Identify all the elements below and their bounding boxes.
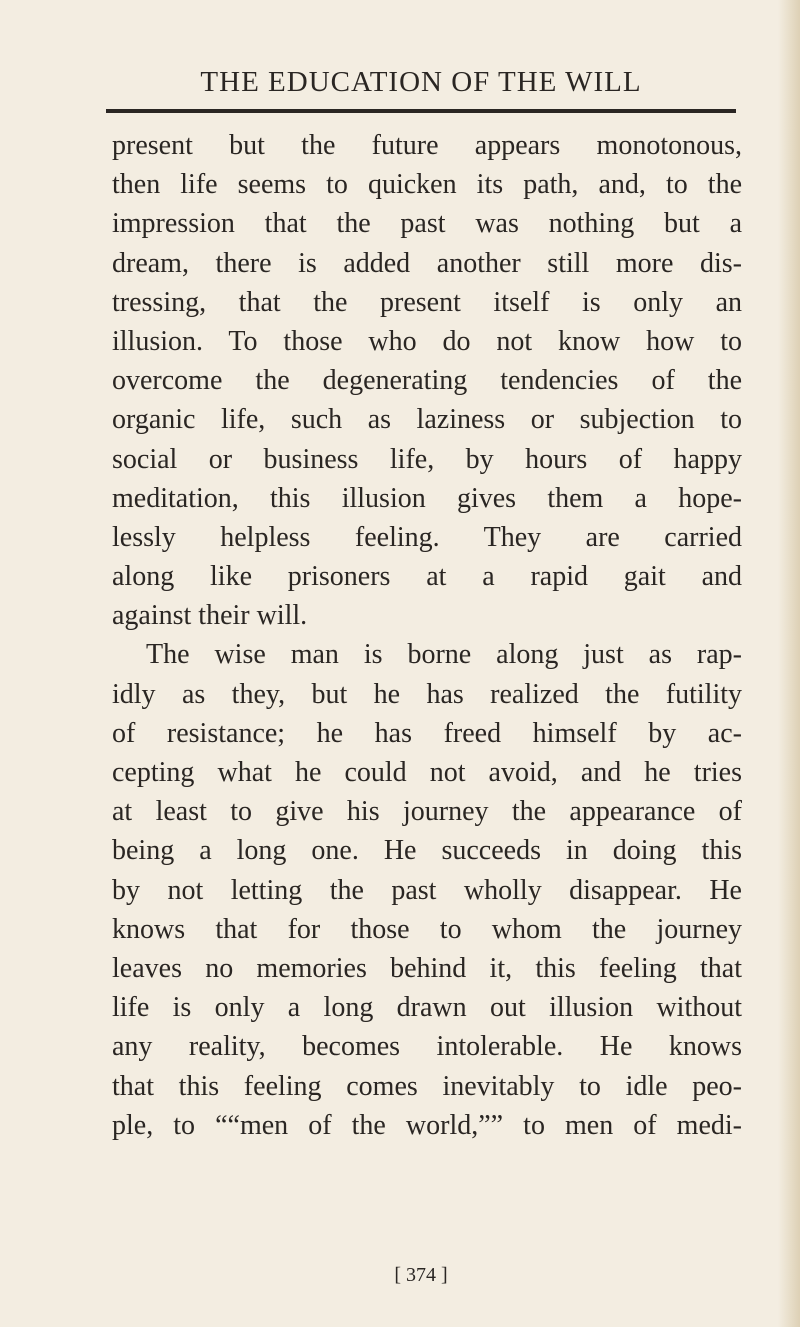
text-line: then life seems to quicken its path, and, to the xyxy=(112,169,742,201)
page-edge-shadow xyxy=(778,0,800,1327)
text-line: meditation, this illusion gives them a hope- xyxy=(112,482,742,514)
text-line: present but the future appears monotonous, xyxy=(112,130,742,161)
text-line: social or business life, by hours of happy xyxy=(112,443,742,475)
text-line: illusion. To those who do not know how to xyxy=(112,325,742,357)
text-line: idly as they, but he has realized the futility xyxy=(112,678,742,710)
text-line: organic life, such as laziness or subjection to xyxy=(112,404,742,436)
paragraph-end-line: against their will. xyxy=(112,600,308,632)
text-line: any reality, becomes intolerable. He knows xyxy=(112,1031,742,1063)
body-text xyxy=(112,126,742,1145)
text-line: leaves no memories behind it, this feeling that xyxy=(112,952,742,984)
text-line: life is only a long drawn out illusion without xyxy=(112,992,742,1024)
text-line: overcome the degenerating tendencies of the xyxy=(112,365,742,397)
text-line: that this feeling comes inevitably to idle peo- xyxy=(112,1070,742,1102)
text-line: impression that the past was nothing but a xyxy=(112,208,742,240)
text-line: tressing, that the present itself is only an xyxy=(112,286,742,318)
paragraph-start-line: The wise man is borne along just as rap- xyxy=(146,639,742,671)
text-line: cepting what he could not avoid, and he tries xyxy=(112,757,742,788)
text-line: by not letting the past wholly disappear. He xyxy=(112,874,742,906)
text-line: of resistance; he has freed himself by ac- xyxy=(112,717,742,749)
text-line: being a long one. He succeeds in doing this xyxy=(112,835,742,867)
text-line: along like prisoners at a rapid gait and xyxy=(112,561,742,593)
text-line: knows that for those to whom the journey xyxy=(112,913,742,945)
text-line: lessly helpless feeling. They are carried xyxy=(112,521,742,553)
text-line: dream, there is added another still more dis- xyxy=(112,247,742,279)
text-line: at least to give his journey the appearance of xyxy=(112,796,742,828)
header-rule xyxy=(106,109,736,113)
running-head: THE EDUCATION OF THE WILL xyxy=(200,66,642,98)
page-number: [ 374 ] xyxy=(394,1264,448,1286)
text-line: ple, to ““men of the world,”” to men of medi- xyxy=(112,1109,742,1141)
